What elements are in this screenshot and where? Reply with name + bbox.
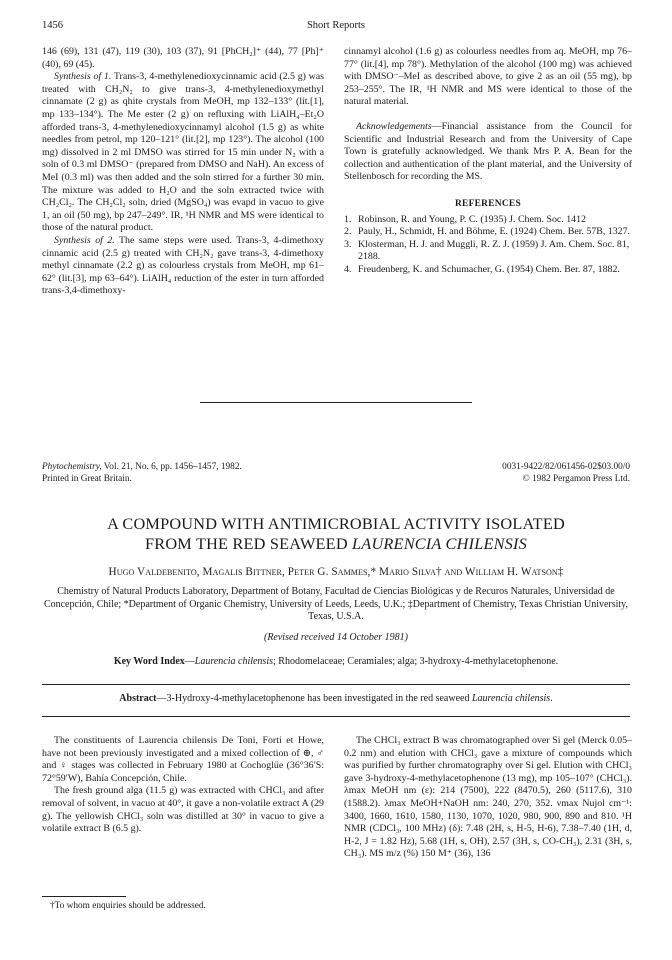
reference-item bbox=[344, 264, 632, 277]
synthesis-2-text: The same steps were used. Trans-3, 4-dimethoxy cinnamic acid (2.5 g) treated with CH₂N₂ gave trans-3, 4-dimethoxy methyl cinnamate (2.2 g) as colourless crystals from MeOH, mp 61–62° (lit.[3], mp 63–64°). LiAlH₄ reduction of the ester in turn afforded trans-3,4-dimethoxy- bbox=[42, 234, 324, 297]
body-column-1 bbox=[42, 735, 324, 836]
journal-code: 0031-9422/82/061456-02$03.00/0 bbox=[502, 462, 630, 472]
synthesis-2-paragraph bbox=[42, 235, 324, 298]
reference-item bbox=[344, 239, 632, 264]
continued-paragraph: cinnamyl alcohol (1.6 g) as colourless needles from aq. MeOH, mp 76–77° (lit.[4], mp 78°). Methylation of the alcohol (100 mg) was achieved with DMSO⁻–MeI as described above, to give 2 as an oil (55 mg), bp 253–255°. The IR, ¹H NMR and MS were identical to those of the natural material. bbox=[344, 46, 632, 108]
references-heading: REFERENCES bbox=[454, 198, 522, 209]
journal-volume-line bbox=[42, 462, 242, 474]
column-2-prev-article bbox=[344, 46, 632, 277]
abstract-label: Abstract bbox=[119, 693, 157, 704]
keywords-species: Laurencia chilensis bbox=[194, 656, 273, 667]
reference-text: Robinson, R. and Young, P. C. (1935) J. Chem. Soc. 1412 bbox=[358, 213, 586, 225]
synthesis-2-heading: Synthesis of 2. bbox=[54, 234, 115, 246]
abstract-text: —3-Hydroxy-4-methylacetophenone has been investigated in the red seaweed bbox=[156, 693, 472, 704]
abstract-species: Laurencia chilensis bbox=[471, 693, 551, 704]
reference-text: Pauly, H., Schmidt, H. and Böhme, E. (1924) Chem. Ber. 57B, 1327. bbox=[358, 226, 630, 238]
section-title: Short Reports bbox=[306, 20, 366, 31]
column-1-prev-article bbox=[42, 46, 324, 298]
abstract-bottom-rule bbox=[42, 716, 630, 717]
copyright: © 1982 Pergamon Press Ltd. bbox=[522, 473, 630, 484]
key-word-index bbox=[42, 656, 630, 667]
body-paragraph-2: The fresh ground alga (11.5 g) was extracted with CHCl₃ and after removal of solvent, in vacuo at 40°, it gave a non-volatile extract A (29 g). The yellowish CHCl₃ soln was distilled at 30° in vacuo to give a volatile extract B (6.5 g). bbox=[42, 785, 324, 835]
synthesis-1-paragraph bbox=[42, 71, 324, 235]
abstract-top-rule bbox=[42, 684, 630, 685]
title-line-2 bbox=[42, 534, 630, 554]
references-list bbox=[344, 214, 632, 277]
reference-number: 2. bbox=[344, 226, 352, 238]
journal-codes bbox=[502, 462, 630, 485]
reference-text: Freudenberg, K. and Schumacher, G. (1954) Chem. Ber. 87, 1882. bbox=[358, 263, 620, 275]
authors: Hugo Valdebenito, Magalis Bittner, Peter G. Sammes,* Mario Silva† and William H. Watson‡ bbox=[108, 566, 564, 578]
revised-date bbox=[42, 632, 630, 643]
acknowledgements-text: —Financial assistance from the Council for Scientific and Industrial Research and from the University of Cape Town is gratefully acknowledged. We thank Mrs P. A. Bean for the collection and authentication of the plant material, and the University of Stellenbosch for recording the MS. bbox=[344, 120, 632, 183]
title-species: LAURENCIA CHILENSIS bbox=[352, 534, 527, 553]
reference-number: 4. bbox=[344, 263, 352, 275]
revised-text: (Revised received 14 October 1981) bbox=[263, 632, 408, 643]
keywords-label: Key Word Index bbox=[113, 656, 185, 667]
printed-in: Printed in Great Britain. bbox=[42, 473, 132, 484]
affiliations: Chemistry of Natural Products Laboratory, Department of Botany, Facultad de Ciencias Biológicas y de Recuros Naturales, Universidad de Concepción, Chile; *Department of Organic Chemistry, University of Leeds, Leeds, U.K.; ‡Department of Chemistry, Texas Christian University, Texas, U.S.A. bbox=[43, 586, 629, 623]
reference-item bbox=[344, 226, 632, 239]
body-paragraph-3: The CHCl₃ extract B was chromatographed over Si gel (Merck 0.05–0.2 nm) and elution with CHCl₃ gave a mixture of compounds which was purified by further chromatography over Si gel. Elution with CHCl₃ gave 3-hydroxy-4-methylacetophenone (13 mg), mp 105–107° (CHCl₃). λmax MeOH nm (ε): 214 (7500), 222 (8470.5), 260 (5117.6), 310 (1588.2). λmax MeOH+NaOH nm: 240, 270, 352. νmax Nujol cm⁻¹: 3400, 1660, 1610, 1580, 1130, 1070, 1020, 980, 900, 890 and 810. ¹H NMR (CDCl₃, 100 MHz) (δ): 7.48 (2H, s, H-5, H-6), 7.38–7.40 (1H, d, H-2, J = 1.82 Hz), 5.68 (1H, s, OH), 2.57 (3H, s, CO-CH₃), 2.31 (3H, s, CH₃). MS m/z (%) 150 M⁺ (36), 136 bbox=[344, 735, 632, 860]
article-title bbox=[42, 514, 630, 554]
ms-data-paragraph: 146 (69), 131 (47), 119 (30), 103 (37), 91 [PhCH₂]⁺ (44), 77 [Ph]⁺ (40), 69 (45). bbox=[42, 46, 324, 70]
acknowledgements-heading: Acknowledgements bbox=[356, 120, 432, 132]
synthesis-1-text: Trans-3, 4-methylenedioxycinnamic acid (2.5 g) was treated with CH₂N₂ to give trans-3, 4-methylenedioxymethyl cinnamate (2 g) as qhite crystals from MeOH, mp 132–133° (lit.[1], mp 133–134°). The Me ester (2 g) on refluxing with LiAlH₄–Et₂O afforded trans-3, 4-methylenedioxycinnamyl alcohol (1.5 g) as white needles from petrol, mp 120–121° (lit.[2], mp 123°). The alcohol (100 mg) dissolved in 2 ml DMSO was stirred for 15 min under N₂ with a soln of 0.3 ml DMSO⁻ (prepared from DMSO and NaH). An excess of MeI (0.3 ml) was then added and the soln stirred for a further 30 min. The mixture was added to H₂O and the soln extracted twice with CH₂Cl₂. The CH₂Cl₂ soln, dried (MgSO₄) was evapd in vacuo to give 1, an oil (50 mg), bp 247–249°. IR, ¹H NMR and MS were identical to those of the natural product. bbox=[42, 71, 325, 234]
footnote-rule bbox=[42, 896, 126, 897]
journal-name: Phytochemistry, bbox=[42, 462, 102, 472]
reference-text: Klosterman, H. J. and Muggli, R. Z. J. (1959) J. Am. Chem. Soc. 81, 2188. bbox=[358, 238, 630, 263]
body-paragraph-1: The constituents of Laurencia chilensis De Toni, Forti et Howe, have not been previously investigated and a mixed collection of ⊕, ♂ and ♀ stages was collected in February 1980 at Cochoglüe (36°36′S: 72°59′W), Bahía Concepción, Chile. bbox=[42, 735, 324, 784]
keywords-rest: ; Rhodomelaceae; Ceramiales; alga; 3-hydroxy-4-methylacetophenone. bbox=[273, 656, 559, 667]
synthesis-1-heading: Synthesis of 1. bbox=[54, 71, 112, 83]
reference-number: 3. bbox=[344, 238, 352, 250]
reference-item bbox=[344, 214, 632, 227]
keywords-dash: — bbox=[184, 656, 195, 667]
running-head bbox=[42, 20, 630, 34]
footnote: †To whom enquiries should be addressed. bbox=[50, 901, 206, 911]
journal-citation bbox=[42, 462, 242, 485]
journal-volume: Vol. 21, No. 6, pp. 1456–1457, 1982. bbox=[101, 462, 242, 472]
page-number: 1456 bbox=[42, 20, 63, 31]
title-line-1: A COMPOUND WITH ANTIMICROBIAL ACTIVITY ISOLATED bbox=[107, 514, 565, 533]
article-separator-rule bbox=[200, 402, 472, 403]
acknowledgements bbox=[344, 121, 632, 184]
body-column-2 bbox=[344, 735, 632, 861]
abstract-end: . bbox=[550, 693, 553, 704]
reference-number: 1. bbox=[344, 213, 352, 225]
title-line-2-a: FROM THE RED SEAWEED bbox=[145, 534, 353, 553]
abstract bbox=[42, 693, 630, 704]
